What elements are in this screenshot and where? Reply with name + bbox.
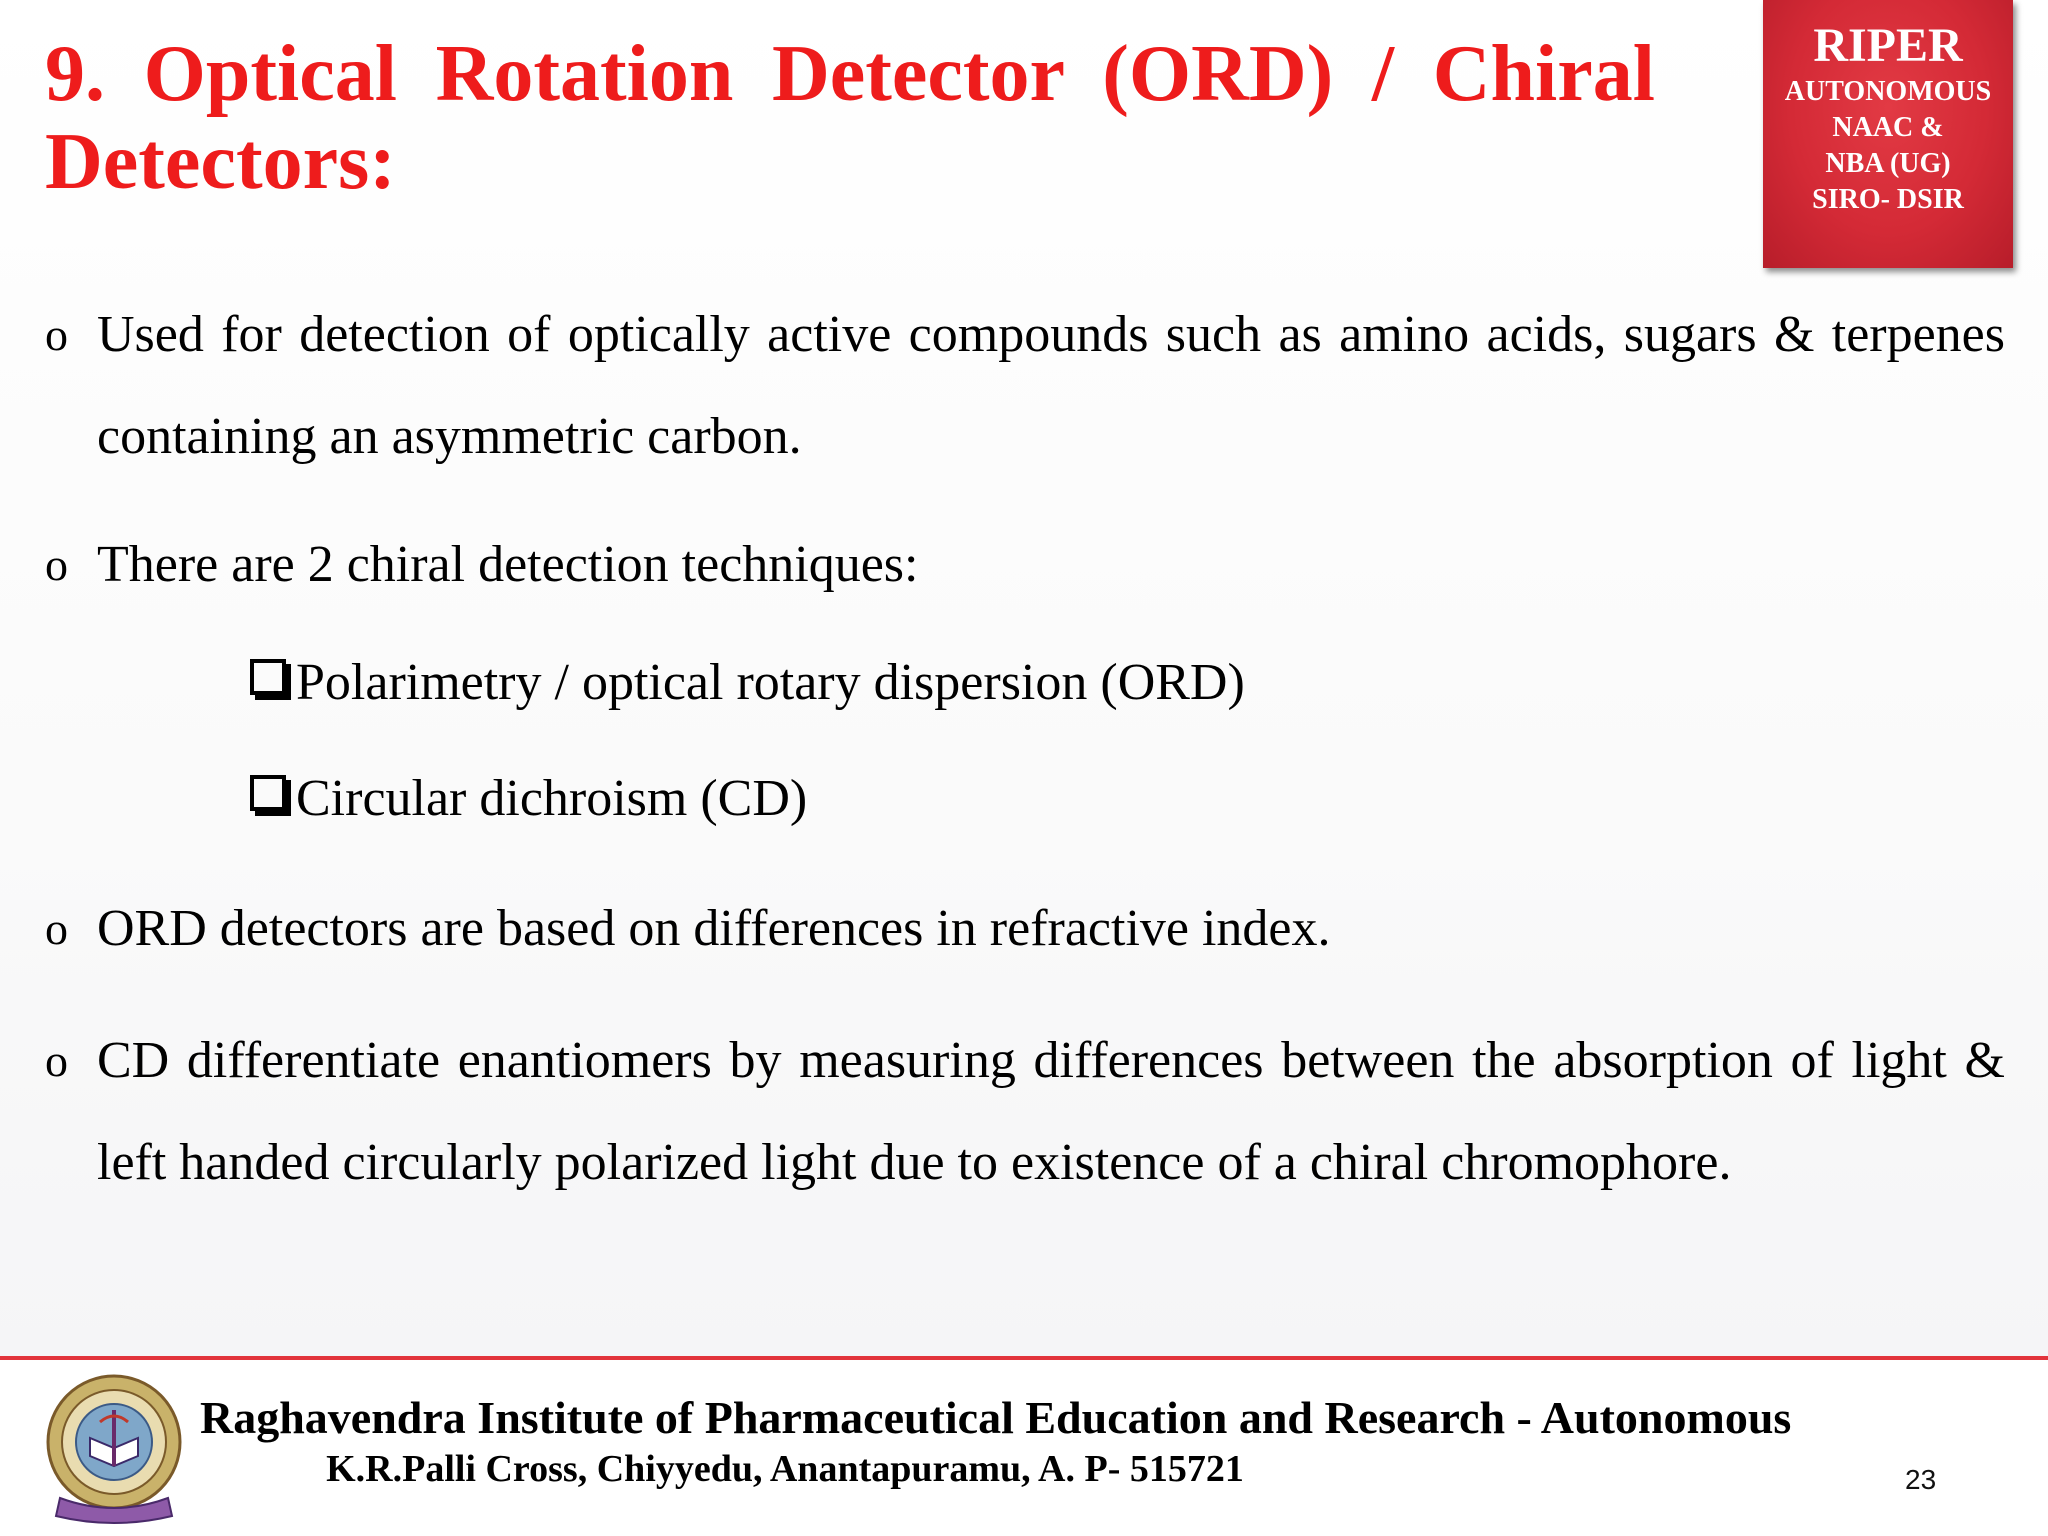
page-number: 23	[1905, 1464, 1937, 1495]
bullet-marker: o	[45, 539, 68, 590]
sub-item-text: Circular dichroism (CD)	[296, 770, 808, 827]
bullet-item	[45, 1010, 2005, 1214]
bullet-text: Used for detection of optically active compounds such as amino acids, sugars & terpenes containing an asymmetric carbon.	[97, 306, 2005, 465]
riper-badge	[1763, 0, 2013, 268]
bullet-text: ORD detectors are based on differences in refractive index.	[97, 900, 1331, 957]
slide-title: 9. Optical Rotation Detector (ORD) / Chiral Detectors:	[45, 30, 1655, 206]
badge-line: SIRO- DSIR	[1812, 184, 1964, 215]
bullet-marker: o	[45, 1035, 68, 1086]
sub-item	[250, 766, 807, 832]
bullet-item	[45, 284, 2005, 488]
bullet-marker: o	[45, 903, 68, 954]
badge-line: NAAC &	[1832, 112, 1944, 143]
badge-line: NBA (UG)	[1825, 148, 1951, 179]
checkbox-bullet-icon	[250, 659, 286, 695]
bullet-text: CD differentiate enantiomers by measuring differences between the absorption of light & left handed circularly polarized light due to existence of a chiral chromophore.	[97, 1032, 2005, 1191]
bullet-text: There are 2 chiral detection techniques:	[97, 536, 919, 593]
bullet-item	[45, 514, 2005, 616]
badge-line: AUTONOMOUS	[1784, 76, 1992, 107]
footer-divider	[0, 1356, 2048, 1360]
sub-item	[250, 650, 1245, 716]
checkbox-bullet-icon	[250, 775, 286, 811]
sub-item-text: Polarimetry / optical rotary dispersion (ORD)	[296, 654, 1245, 711]
institute-logo-icon	[40, 1370, 188, 1525]
institution-address: K.R.Palli Cross, Chiyyedu, Anantapuramu, A. P- 515721	[326, 1448, 1244, 1490]
badge-name: RIPER	[1813, 19, 1963, 72]
bullet-item	[45, 878, 2005, 980]
institution-name: Raghavendra Institute of Pharmaceutical Education and Research - Autonomous	[200, 1392, 1792, 1443]
bullet-marker: o	[45, 309, 68, 360]
